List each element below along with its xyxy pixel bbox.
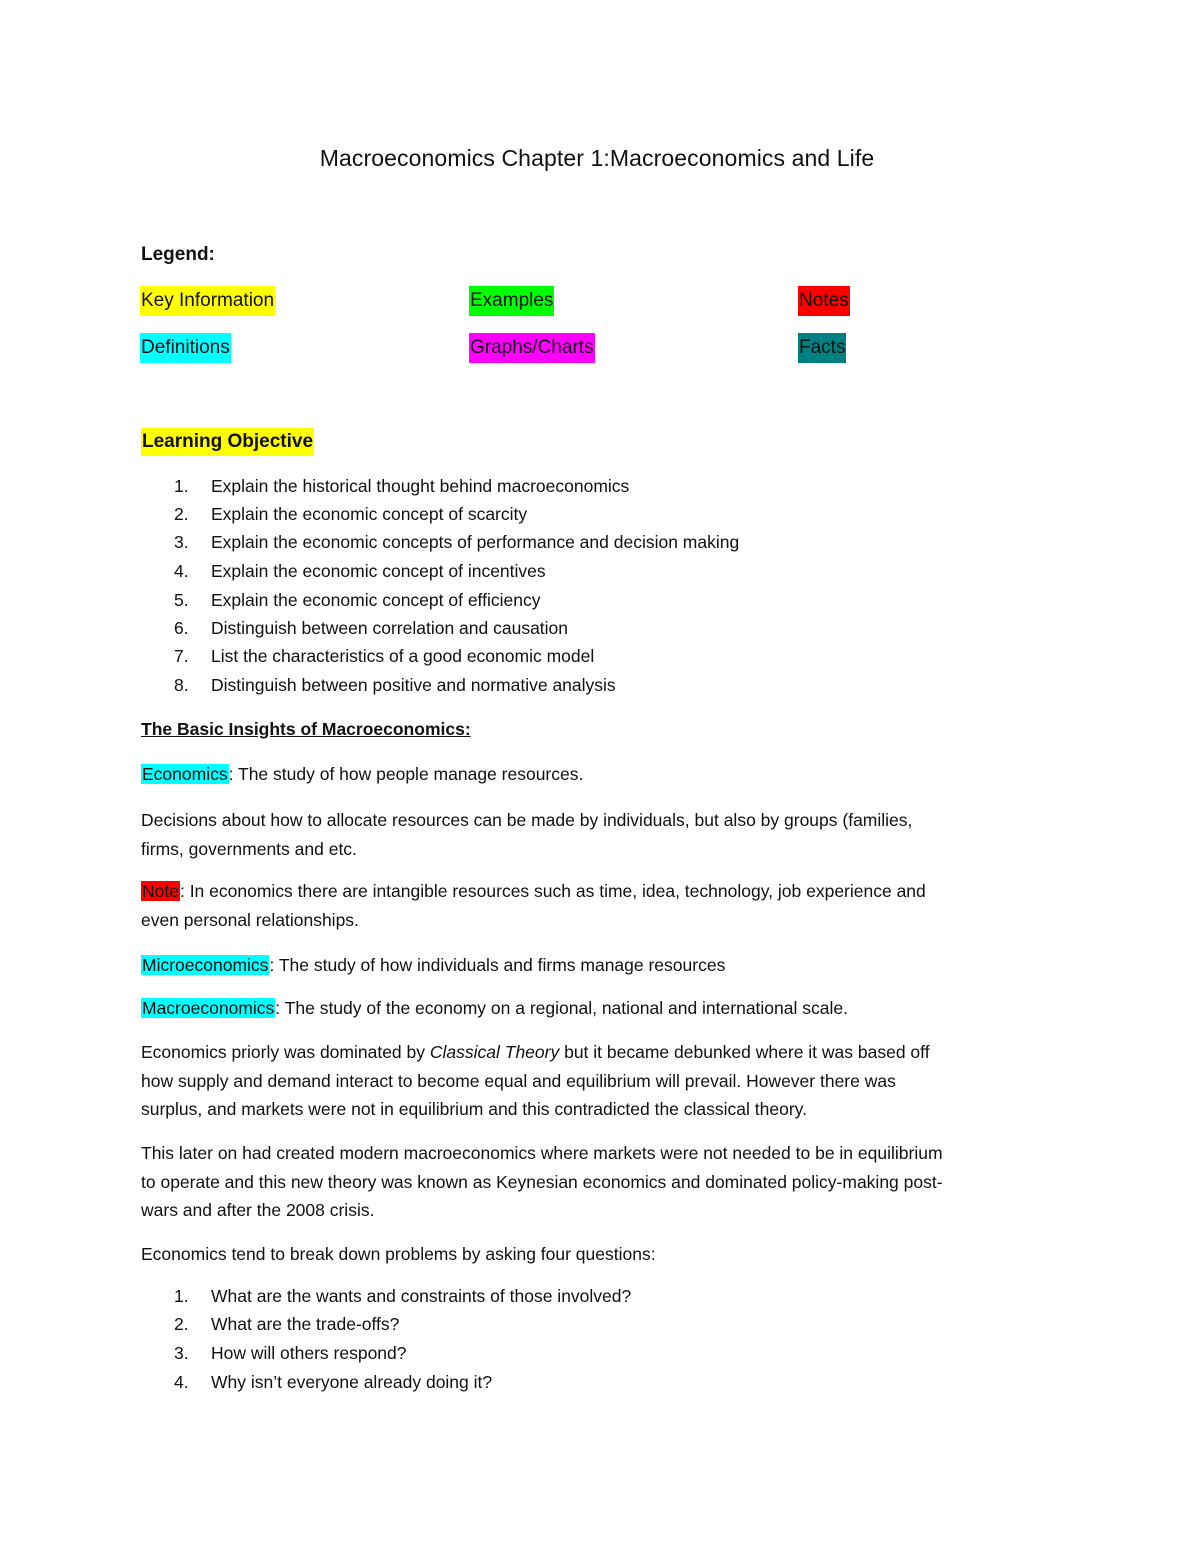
questions-intro: Economics tend to break down problems by asking four questions:	[141, 1244, 656, 1264]
legend-graphs-charts: Graphs/Charts	[469, 333, 595, 363]
classical-theory-paragraph	[141, 1038, 1071, 1124]
legend-facts: Facts	[798, 333, 846, 363]
economics-definition	[141, 760, 1071, 789]
paragraph-line: firms, governments and etc.	[141, 838, 357, 859]
legend-heading: Legend:	[141, 244, 215, 265]
legend-key-information: Key Information	[140, 286, 275, 316]
paragraph-line	[141, 877, 1071, 906]
document-page: Macroeconomics Chapter 1:Macroeconomics and Life Legend: Key Information Examples Notes Definitions Graphs/Charts Facts Learning Objective 1. Explain the historical thought behind macroeconomics 2. Explain the economic concept of scarcity 3. Explain the economic concepts of performance and decision making 4. Explain the economic concept of incentives 5. Explain the economic concept of efficiency 6. Distinguish between correlation and causation 7. List the characteristics of a good economic model 8. Distinguish between positive and normative analysis The Basic Insights of Macroeconomics: Economics: The study of how people manage resources. Decisions about how to allocate resources can be made by individuals, but also by groups (families, firms, governments and etc. Note: In economics there are intangible resources such as time, idea, technology, job experience and even personal relationships. Microeconomics: The study of how individuals and firms manage resources Macroeconomics: The study of the economy on a regional, national and international scale. Economics priorly was dominated by Classical Theory but it became debunked where it was based off how supply and demand interact to become equal and equilibrium will prevail. However there was surplus, and markets were not in equilibrium and this contradicted the classical theory. This later on had created modern macroeconomics where markets were not needed to be in equilibrium to operate and this new theory was known as Keynesian economics and dominated policy-making post- wars and after the 2008 crisis. Economics tend to break down problems by asking four questions: 1. What are the wants and constraints of those involved? 2. What are the trade-offs? 3. How will others respond? 4. Why isn’t everyone already doing it?	[0, 0, 1200, 1553]
macroeconomics-definition	[141, 994, 1071, 1023]
page-title: Macroeconomics Chapter 1:Macroeconomics and Life	[319, 145, 875, 171]
note-text: : In economics there are intangible resources such as time, idea, technology, job experience and	[179, 881, 926, 901]
paragraph-line: how supply and demand interact to become equal and equilibrium will prevail. However there was	[141, 1070, 896, 1091]
learning-objective-heading: Learning Objective	[141, 428, 314, 456]
legend-notes: Notes	[798, 286, 850, 316]
paragraph-line: surplus, and markets were not in equilibrium and this contradicted the classical theory.	[141, 1099, 807, 1119]
economics-def-text: : The study of how people manage resources.	[228, 764, 584, 784]
economics-term: Economics	[142, 764, 228, 784]
microeconomics-term: Microeconomics	[142, 955, 269, 975]
paragraph-line: Decisions about how to allocate resources can be made by individuals, but also by groups (families,	[141, 810, 913, 830]
classical-theory-term: Classical Theory	[429, 1042, 560, 1062]
note-paragraph	[141, 877, 1071, 934]
macroeconomics-term: Macroeconomics	[142, 998, 275, 1018]
basic-insights-heading: The Basic Insights of Macroeconomics:	[141, 719, 471, 739]
paragraph-line: This later on had created modern macroeconomics where markets were not needed to be in equilibrium	[141, 1143, 943, 1163]
legend-examples: Examples	[469, 286, 554, 316]
note-term: Note	[142, 881, 179, 901]
macroeconomics-def-text: : The study of the economy on a regional, national and international scale.	[275, 998, 848, 1018]
classical-text-a: Economics priorly was dominated by	[141, 1042, 430, 1062]
legend-definitions: Definitions	[140, 333, 231, 363]
paragraph-line: wars and after the 2008 crisis.	[141, 1200, 375, 1220]
paragraph-line: to operate and this new theory was known as Keynesian economics and dominated policy-making post-	[141, 1171, 943, 1192]
decisions-paragraph	[141, 806, 1071, 863]
classical-text-b: but it became debunked where it was based off	[559, 1042, 930, 1062]
microeconomics-def-text: : The study of how individuals and firms manage resources	[269, 955, 726, 975]
paragraph-line: even personal relationships.	[141, 909, 359, 930]
paragraph-line	[141, 1038, 1071, 1067]
microeconomics-definition	[141, 951, 1071, 980]
modern-macro-paragraph	[141, 1139, 1071, 1225]
